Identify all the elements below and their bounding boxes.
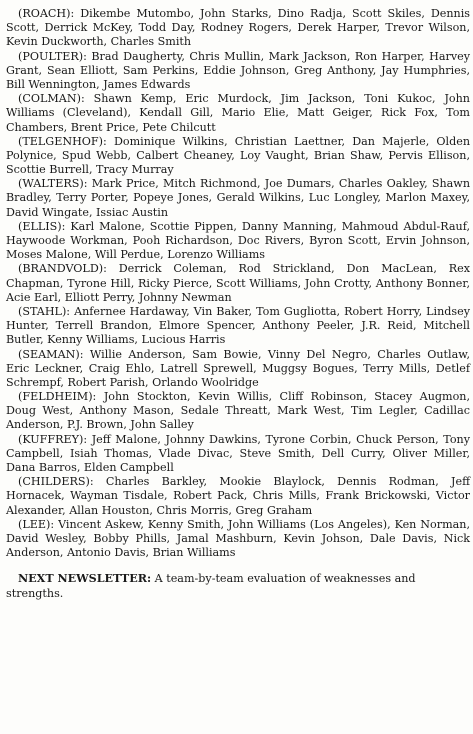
roster-paragraph: [6, 475, 470, 518]
roster-owner: (LEE):: [18, 517, 55, 531]
roster-players: Brad Daugherty, Chris Mullin, Mark Jackson, Ron Harper, Harvey Grant, Sean Elliott, Sam Perkins, Eddie Johnson, Greg Anthony, Jay Humphries, Bill Wennington, James Edwards: [6, 49, 470, 91]
roster-owner: (POULTER):: [18, 49, 87, 63]
roster-owner: (ROACH):: [18, 7, 75, 20]
roster-owner: (ELLIS):: [18, 219, 66, 233]
roster-players: Vincent Askew, Kenny Smith, John Williams (Los Angeles), Ken Norman, David Wesley, Bobby Phills, Jamal Mashburn, Kevin Johson, Dale Davis, Nick Anderson, Antonio Davis, Brian Williams: [6, 517, 471, 560]
roster-players: Dikembe Mutombo, John Starks, Dino Radja, Scott Skiles, Dennis Scott, Derrick McKey, Todd Day, Rodney Rogers, Derek Harper, Trevor Wilson, Kevin Duckworth, Charles Smith: [6, 7, 470, 49]
next-newsletter-note: [6, 572, 470, 600]
roster-list: [6, 7, 470, 560]
roster-paragraph: [6, 348, 470, 391]
roster-paragraph: [6, 135, 470, 178]
roster-paragraph: [6, 518, 470, 561]
roster-owner: (KUFFREY):: [18, 432, 88, 446]
roster-owner: (WALTERS):: [18, 177, 88, 191]
roster-owner: (COLMAN):: [18, 92, 85, 106]
roster-players: Jeff Malone, Johnny Dawkins, Tyrone Corbin, Chuck Person, Tony Campbell, Isiah Thomas, Vlade Divac, Steve Smith, Dell Curry, Oliver Miller, Dana Barros, Elden Campbell: [6, 432, 470, 474]
roster-paragraph: [6, 262, 470, 305]
roster-owner: (TELGENHOF):: [18, 134, 107, 148]
roster-owner: (STAHL):: [18, 304, 71, 318]
roster-players: Derrick Coleman, Rod Strickland, Don MacLean, Rex Chapman, Tyrone Hill, Ricky Pierce, Scott Williams, John Crotty, Anthony Bonner, Acie Earl, Elliott Perry, Johnny Newman: [6, 262, 470, 304]
roster-paragraph: [6, 92, 470, 135]
roster-players: John Stockton, Kevin Willis, Cliff Robinson, Stacey Augmon, Doug West, Anthony Mason, Sedale Threatt, Mark West, Tim Legler, Cadillac Anderson, P.J. Brown, John Salley: [6, 390, 470, 432]
roster-players: Charles Barkley, Mookie Blaylock, Dennis Rodman, Jeff Hornacek, Wayman Tisdale, Robert Pack, Chris Mills, Frank Brickowski, Victor Alexander, Allan Houston, Chris Morris, Greg Graham: [6, 475, 470, 517]
roster-owner: (CHILDERS):: [18, 475, 94, 489]
roster-paragraph: [6, 7, 470, 50]
next-newsletter-text: A team-by-team evaluation of weaknesses and strengths.: [6, 572, 416, 600]
roster-players: Mark Price, Mitch Richmond, Joe Dumars, Charles Oakley, Shawn Bradley, Terry Porter, Popeye Jones, Gerald Wilkins, Luc Longley, Marlon Maxey, David Wingate, Issiac Austin: [6, 177, 470, 219]
roster-paragraph: [6, 220, 470, 263]
next-newsletter-label: NEXT NEWSLETTER:: [18, 572, 152, 586]
roster-players: Karl Malone, Scottie Pippen, Danny Manning, Mahmoud Abdul-Rauf, Haywoode Workman, Pooh Richardson, Doc Rivers, Byron Scott, Ervin Johnson, Moses Malone, Will Perdue, Lorenzo Williams: [6, 219, 470, 262]
roster-paragraph: [6, 433, 470, 476]
roster-paragraph: [6, 390, 470, 433]
roster-owner: (SEAMAN):: [18, 347, 84, 361]
roster-players: Dominique Wilkins, Christian Laettner, Dan Majerle, Olden Polynice, Spud Webb, Calbert Cheaney, Loy Vaught, Brian Shaw, Pervis Ellison, Scottie Burrell, Tracy Murray: [6, 134, 470, 177]
roster-paragraph: [6, 305, 470, 348]
roster-paragraph: [6, 50, 470, 93]
roster-paragraph: [6, 177, 470, 220]
roster-owner: (BRANDVOLD):: [18, 262, 107, 276]
roster-players: Willie Anderson, Sam Bowie, Vinny Del Negro, Charles Outlaw, Eric Leckner, Craig Ehlo, Latrell Sprewell, Muggsy Bogues, Terry Mills, Detlef Schrempf, Robert Parish, Orlando Woolridge: [6, 347, 470, 389]
roster-players: Shawn Kemp, Eric Murdock, Jim Jackson, Toni Kukoc, John Williams (Cleveland), Kendall Gill, Mario Elie, Matt Geiger, Rick Fox, Tom Chambers, Brent Price, Pete Chilcutt: [6, 92, 470, 134]
roster-players: Anfernee Hardaway, Vin Baker, Tom Gugliotta, Robert Horry, Lindsey Hunter, Terrell Brandon, Elmore Spencer, Anthony Peeler, J.R. Reid, Mitchell Butler, Kenny Williams, Lucious Harris: [6, 304, 470, 347]
roster-owner: (FELDHEIM):: [18, 390, 97, 404]
